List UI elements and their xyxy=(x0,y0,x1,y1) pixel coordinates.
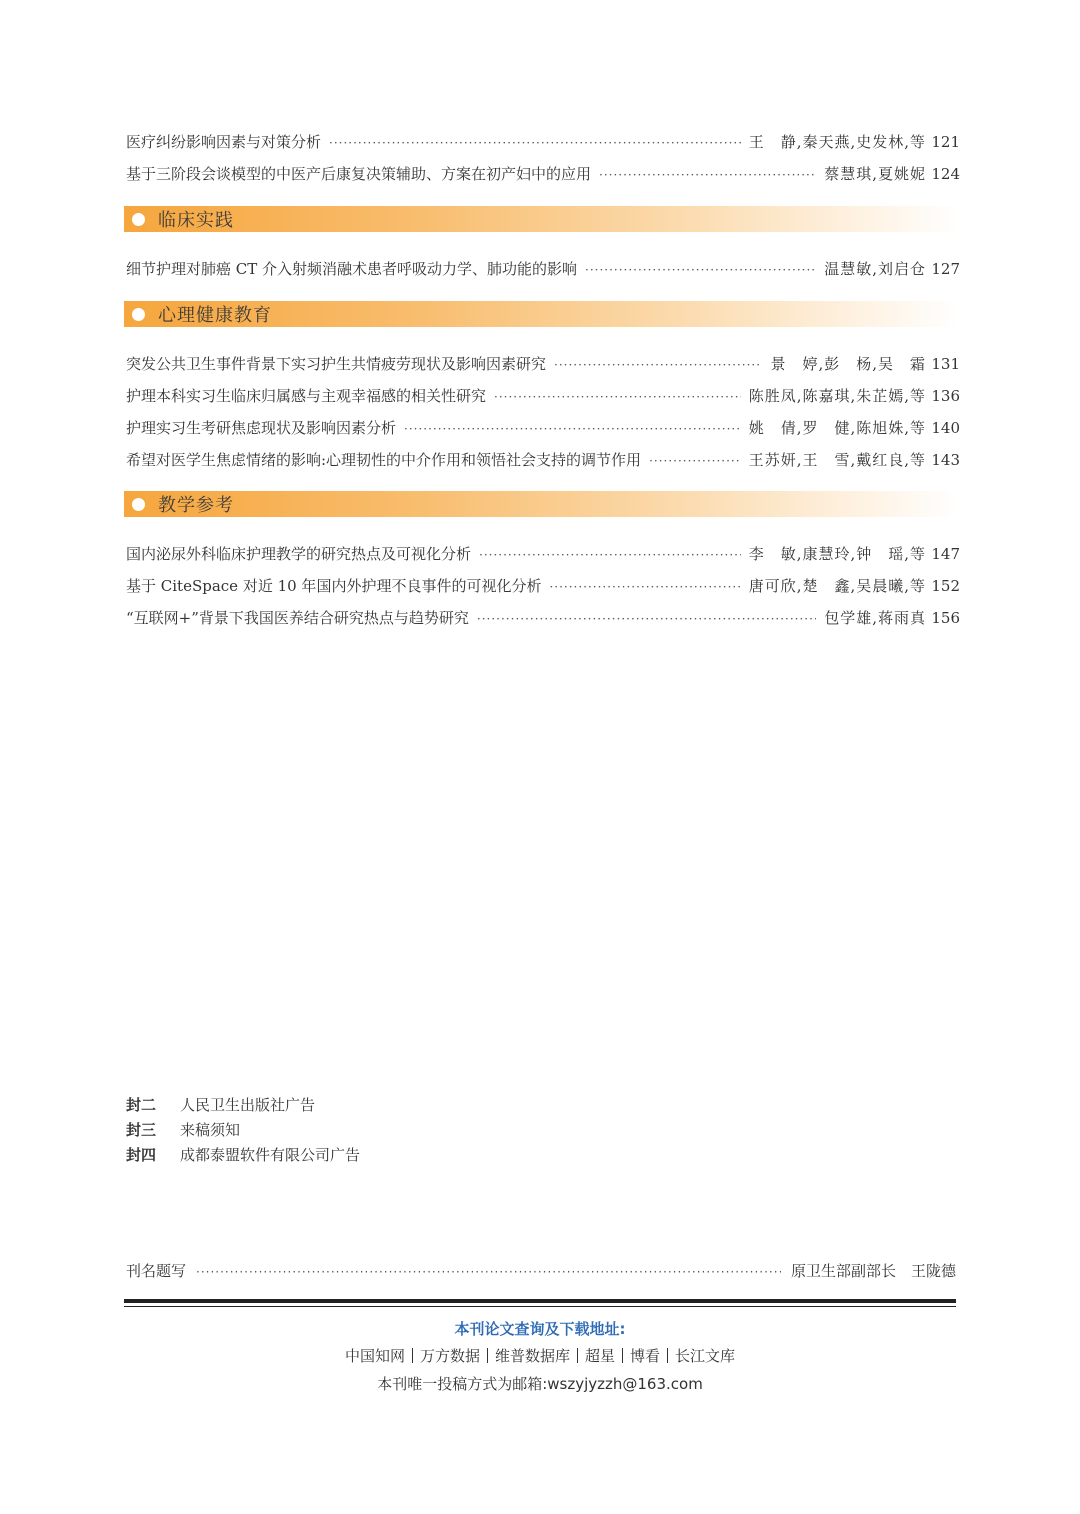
leader-dots xyxy=(477,607,816,631)
entry-page: 131 xyxy=(931,355,960,373)
section-title: 教学参考 xyxy=(158,495,234,516)
toc-entry[interactable] xyxy=(126,130,960,154)
calligraphy-label: 刊名题写 xyxy=(126,1262,187,1280)
separator xyxy=(622,1348,623,1363)
footer-heading: 本刊论文查询及下载地址: xyxy=(454,1320,626,1338)
divider-thin xyxy=(124,1306,956,1307)
separator xyxy=(487,1348,488,1363)
leader-dots xyxy=(599,163,816,187)
cover-label: 封四 xyxy=(126,1146,157,1164)
toc-entry[interactable] xyxy=(126,162,960,186)
database-link[interactable]: 维普数据库 xyxy=(494,1347,570,1365)
leader-dots xyxy=(649,449,741,473)
entry-authors: 陈胜凤,陈嘉琪,朱芷嫣,等 xyxy=(748,387,926,405)
section-header-mental-health xyxy=(124,301,960,327)
entry-title: 国内泌尿外科临床护理教学的研究热点及可视化分析 xyxy=(126,545,472,563)
entry-title: 基于 CiteSpace 对近 10 年国内外护理不良事件的可视化分析 xyxy=(126,577,542,595)
leader-dots xyxy=(196,1265,781,1279)
entry-authors: 王 静,秦天燕,史发林,等 xyxy=(748,133,926,151)
entry-page: 147 xyxy=(931,545,960,563)
toc-entry[interactable] xyxy=(126,542,960,566)
entry-title: 基于三阶段会谈模型的中医产后康复决策辅助、方案在初产妇中的应用 xyxy=(126,165,592,183)
toc-entry[interactable] xyxy=(126,352,960,376)
toc-entry[interactable] xyxy=(126,257,960,281)
database-link[interactable]: 超星 xyxy=(585,1347,616,1365)
separator xyxy=(577,1348,578,1363)
leader-dots xyxy=(479,543,741,567)
separator xyxy=(667,1348,668,1363)
toc-entry[interactable] xyxy=(126,384,960,408)
calligraphy-credit-text: 原卫生部副部长 王陇德 xyxy=(790,1262,956,1280)
toc-entry[interactable] xyxy=(126,574,960,598)
cover-note xyxy=(126,1119,240,1141)
entry-title: 医疗纠纷影响因素与对策分析 xyxy=(126,133,322,151)
cover-label: 封三 xyxy=(126,1121,157,1139)
calligraphy-credit xyxy=(126,1260,956,1284)
cover-text: 来稿须知 xyxy=(180,1121,241,1139)
section-header-clinical-practice xyxy=(124,206,960,232)
entry-title: 护理实习生考研焦虑现状及影响因素分析 xyxy=(126,419,397,437)
entry-authors: 包学雄,蒋雨真 xyxy=(824,609,926,627)
entry-page: 143 xyxy=(931,451,960,469)
bullet-icon xyxy=(132,308,145,321)
entry-title: 希望对医学生焦虑情绪的影响:心理韧性的中介作用和领悟社会支持的调节作用 xyxy=(126,451,642,469)
entry-page: 156 xyxy=(931,609,960,627)
database-list xyxy=(0,1345,1080,1366)
entry-title: 细节护理对肺癌 CT 介入射频消融术患者呼吸动力学、肺功能的影响 xyxy=(126,260,578,278)
divider-thick xyxy=(124,1299,956,1303)
leader-dots xyxy=(554,353,762,377)
cover-note xyxy=(126,1144,360,1166)
leader-dots xyxy=(585,258,816,282)
entry-authors: 景 婷,彭 杨,吴 霜 xyxy=(770,355,926,373)
entry-page: 152 xyxy=(931,577,960,595)
toc-entry[interactable] xyxy=(126,416,960,440)
section-title: 心理健康教育 xyxy=(158,305,272,326)
database-link[interactable]: 中国知网 xyxy=(344,1347,405,1365)
database-link[interactable]: 万方数据 xyxy=(419,1347,480,1365)
entry-authors: 温慧敏,刘启仓 xyxy=(824,260,926,278)
leader-dots xyxy=(404,417,741,441)
leader-dots xyxy=(549,575,740,599)
bullet-icon xyxy=(132,498,145,511)
entry-title: “互联网+”背景下我国医养结合研究热点与趋势研究 xyxy=(126,609,469,627)
separator xyxy=(412,1348,413,1363)
bullet-icon xyxy=(132,213,145,226)
cover-label: 封二 xyxy=(126,1096,157,1114)
entry-page: 136 xyxy=(931,387,960,405)
leader-dots xyxy=(329,131,741,155)
cover-text: 人民卫生出版社广告 xyxy=(180,1096,316,1114)
section-header-teaching-reference xyxy=(124,491,960,517)
entry-authors: 姚 倩,罗 健,陈旭姝,等 xyxy=(748,419,926,437)
toc-entry[interactable] xyxy=(126,606,960,630)
entry-authors: 李 敏,康慧玲,钟 瑶,等 xyxy=(748,545,926,563)
entry-page: 140 xyxy=(931,419,960,437)
database-link[interactable]: 博看 xyxy=(630,1347,661,1365)
database-link[interactable]: 长江文库 xyxy=(675,1347,736,1365)
cover-note xyxy=(126,1094,315,1116)
entry-page: 121 xyxy=(931,133,960,151)
section-title: 临床实践 xyxy=(158,210,234,231)
entry-title: 突发公共卫生事件背景下实习护生共情疲劳现状及影响因素研究 xyxy=(126,355,547,373)
entry-page: 127 xyxy=(931,260,960,278)
submission-email[interactable]: 本刊唯一投稿方式为邮箱:wszyjyzzh@163.com xyxy=(377,1375,703,1393)
toc-entry[interactable] xyxy=(126,448,960,472)
entry-authors: 蔡慧琪,夏姚妮 xyxy=(824,165,926,183)
cover-text: 成都泰盟软件有限公司广告 xyxy=(180,1146,361,1164)
entry-page: 124 xyxy=(931,165,960,183)
leader-dots xyxy=(494,385,741,409)
entry-authors: 王苏妍,王 雪,戴红良,等 xyxy=(748,451,926,469)
entry-title: 护理本科实习生临床归属感与主观幸福感的相关性研究 xyxy=(126,387,487,405)
entry-authors: 唐可欣,楚 鑫,吴晨曦,等 xyxy=(748,577,926,595)
